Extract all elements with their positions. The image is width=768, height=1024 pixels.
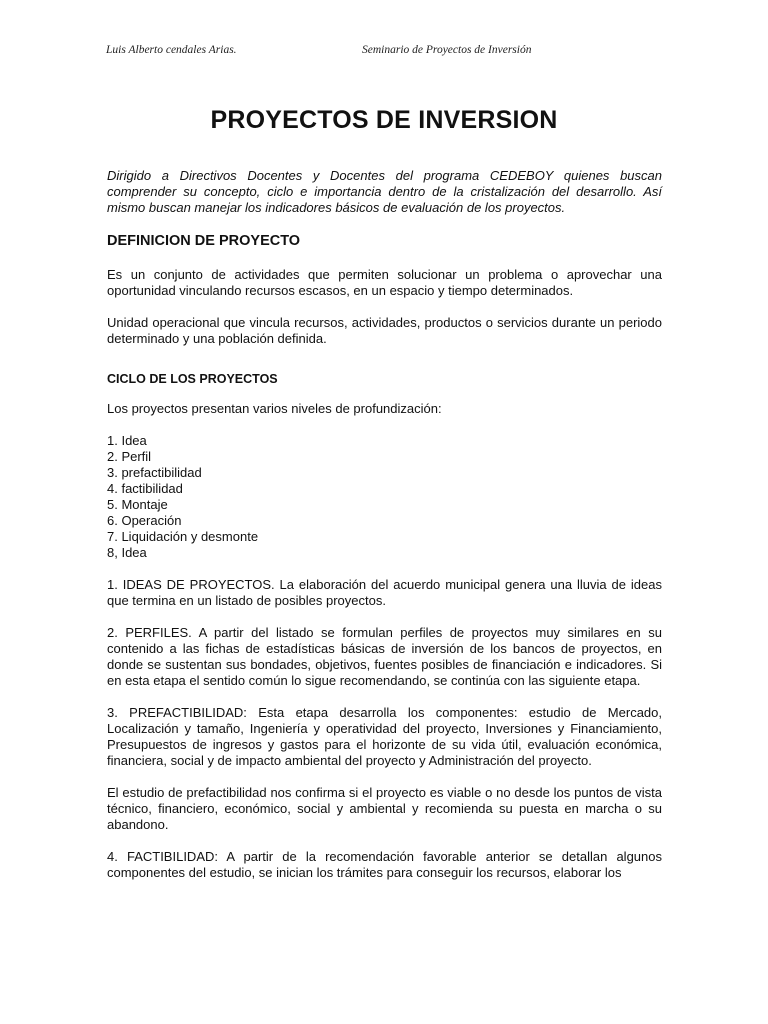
ciclo-paragraph: 3. PREFACTIBILIDAD: Esta etapa desarrolla los componentes: estudio de Mercado, Localización y tamaño, Ingeniería y operatividad del proyecto, Inversiones y Financiamiento, Presupuestos de ingresos y gastos para el horizonte de su vida útil, evaluación económica, financiera, social y de impacto ambiental del proyecto y Administración del proyecto. (107, 705, 662, 768)
section-heading-definicion: DEFINICION DE PROYECTO (107, 233, 301, 249)
ciclo-paragraph: El estudio de prefactibilidad nos confirma si el proyecto es viable o no desde los puntos de vista técnico, financiero, económico, social y ambiental y recomienda su puesta en marcha o su abandono. (107, 785, 662, 832)
list-item: 3. prefactibilidad (107, 465, 202, 480)
header-course: Seminario de Proyectos de Inversión (362, 44, 532, 56)
list-item: 7. Liquidación y desmonte (107, 529, 259, 544)
ciclo-lead: Los proyectos presentan varios niveles de profundización: (107, 401, 442, 416)
definicion-paragraph: Unidad operacional que vincula recursos, actividades, productos o servicios durante un periodo determinado y una población definida. (107, 315, 662, 346)
intro-paragraph: Dirigido a Directivos Docentes y Docentes del programa CEDEBOY quienes buscan comprender su concepto, ciclo e importancia dentro de la cristalización del desarrollo. Así mismo buscan manejar los indicadores básicos de evaluación de los proyectos. (107, 168, 662, 215)
list-item: 1. Idea (107, 433, 147, 448)
list-item: 6. Operación (107, 513, 182, 528)
levels-list (107, 433, 662, 561)
section-heading-ciclo: CICLO DE LOS PROYECTOS (107, 372, 278, 386)
definicion-paragraph: Es un conjunto de actividades que permiten solucionar un problema o aprovechar una oportunidad vinculando recursos escasos, en un espacio y tiempo determinados. (107, 267, 662, 298)
ciclo-paragraph: 2. PERFILES. A partir del listado se formulan perfiles de proyectos muy similares en su contenido a las fichas de estadísticas básicas de inversión de los bancos de proyectos, en donde se sustentan sus bondades, objetivos, fuentes posibles de financiación e indicadores. Si en esta etapa el sentido común lo sigue recomendando, se continúa con las siguiente etapa. (107, 625, 662, 688)
list-item: 8, Idea (107, 545, 147, 560)
document-body (107, 168, 662, 897)
ciclo-paragraph: 4. FACTIBILIDAD: A partir de la recomendación favorable anterior se detallan algunos componentes del estudio, se inician los trámites para conseguir los recursos, elaborar los (107, 849, 662, 880)
document-title: PROYECTOS DE INVERSION (210, 106, 558, 134)
list-item: 2. Perfil (107, 449, 152, 464)
list-item: 4. factibilidad (107, 481, 183, 496)
header-author: Luis Alberto cendales Arias. (106, 44, 237, 56)
ciclo-paragraph: 1. IDEAS DE PROYECTOS. La elaboración del acuerdo municipal genera una lluvia de ideas que termina en un listado de posibles proyectos. (107, 577, 662, 608)
list-item: 5. Montaje (107, 497, 168, 512)
